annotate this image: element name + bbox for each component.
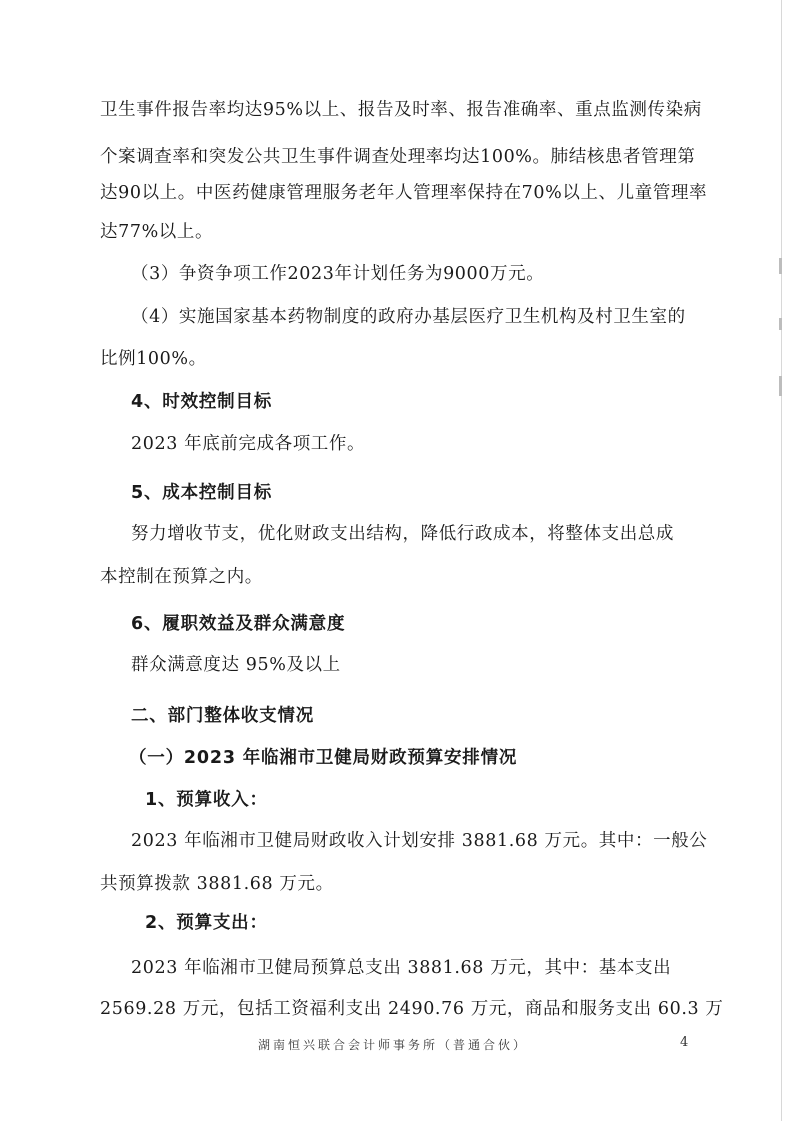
body-line: 群众满意度达 95%及以上 [131, 655, 341, 675]
body-line: （3）争资争项工作2023年计划任务为9000万元。 [131, 264, 545, 284]
section-heading: 二、部门整体收支情况 [131, 706, 314, 726]
page-footer [0, 1036, 793, 1056]
subsection-heading: 2、预算支出： [145, 913, 268, 933]
body-line: 达77%以上。 [100, 222, 214, 242]
body-line: 卫生事件报告率均达95%以上、报告及时率、报告准确率、重点监测传染病 [100, 100, 702, 120]
body-line: 努力增收节支，优化财政支出结构，降低行政成本，将整体支出总成 [131, 524, 674, 544]
body-line: 本控制在预算之内。 [100, 567, 263, 587]
section-heading: 5、成本控制目标 [131, 483, 273, 503]
body-line: 个案调查率和突发公共卫生事件调查处理率均达100%。肺结核患者管理第 [100, 147, 696, 167]
body-line: 2023 年临湘市卫健局预算总支出 3881.68 万元，其中：基本支出 [131, 958, 672, 978]
body-line: 2569.28 万元，包括工资福利支出 2490.76 万元，商品和服务支出 60.3 万 [100, 999, 724, 1019]
section-heading: 4、时效控制目标 [131, 392, 273, 412]
section-heading: 6、履职效益及群众满意度 [131, 614, 346, 634]
body-line: 达90以上。中医药健康管理服务老年人管理率保持在70%以上、儿童管理率 [100, 183, 708, 203]
subsection-heading: （一）2023 年临湘市卫健局财政预算安排情况 [129, 748, 518, 768]
body-line: （4）实施国家基本药物制度的政府办基层医疗卫生机构及村卫生室的 [131, 307, 686, 327]
body-line: 共预算拨款 3881.68 万元。 [100, 874, 334, 894]
subsection-heading: 1、预算收入： [145, 790, 268, 810]
body-line: 2023 年临湘市卫健局财政收入计划安排 3881.68 万元。其中：一般公 [131, 831, 708, 851]
footer-firm-name: 湖南恒兴联合会计师事务所（普通合伙） [258, 1038, 529, 1052]
page-number: 4 [680, 1035, 689, 1050]
body-line: 比例100%。 [100, 349, 207, 369]
body-line: 2023 年底前完成各项工作。 [131, 434, 366, 454]
